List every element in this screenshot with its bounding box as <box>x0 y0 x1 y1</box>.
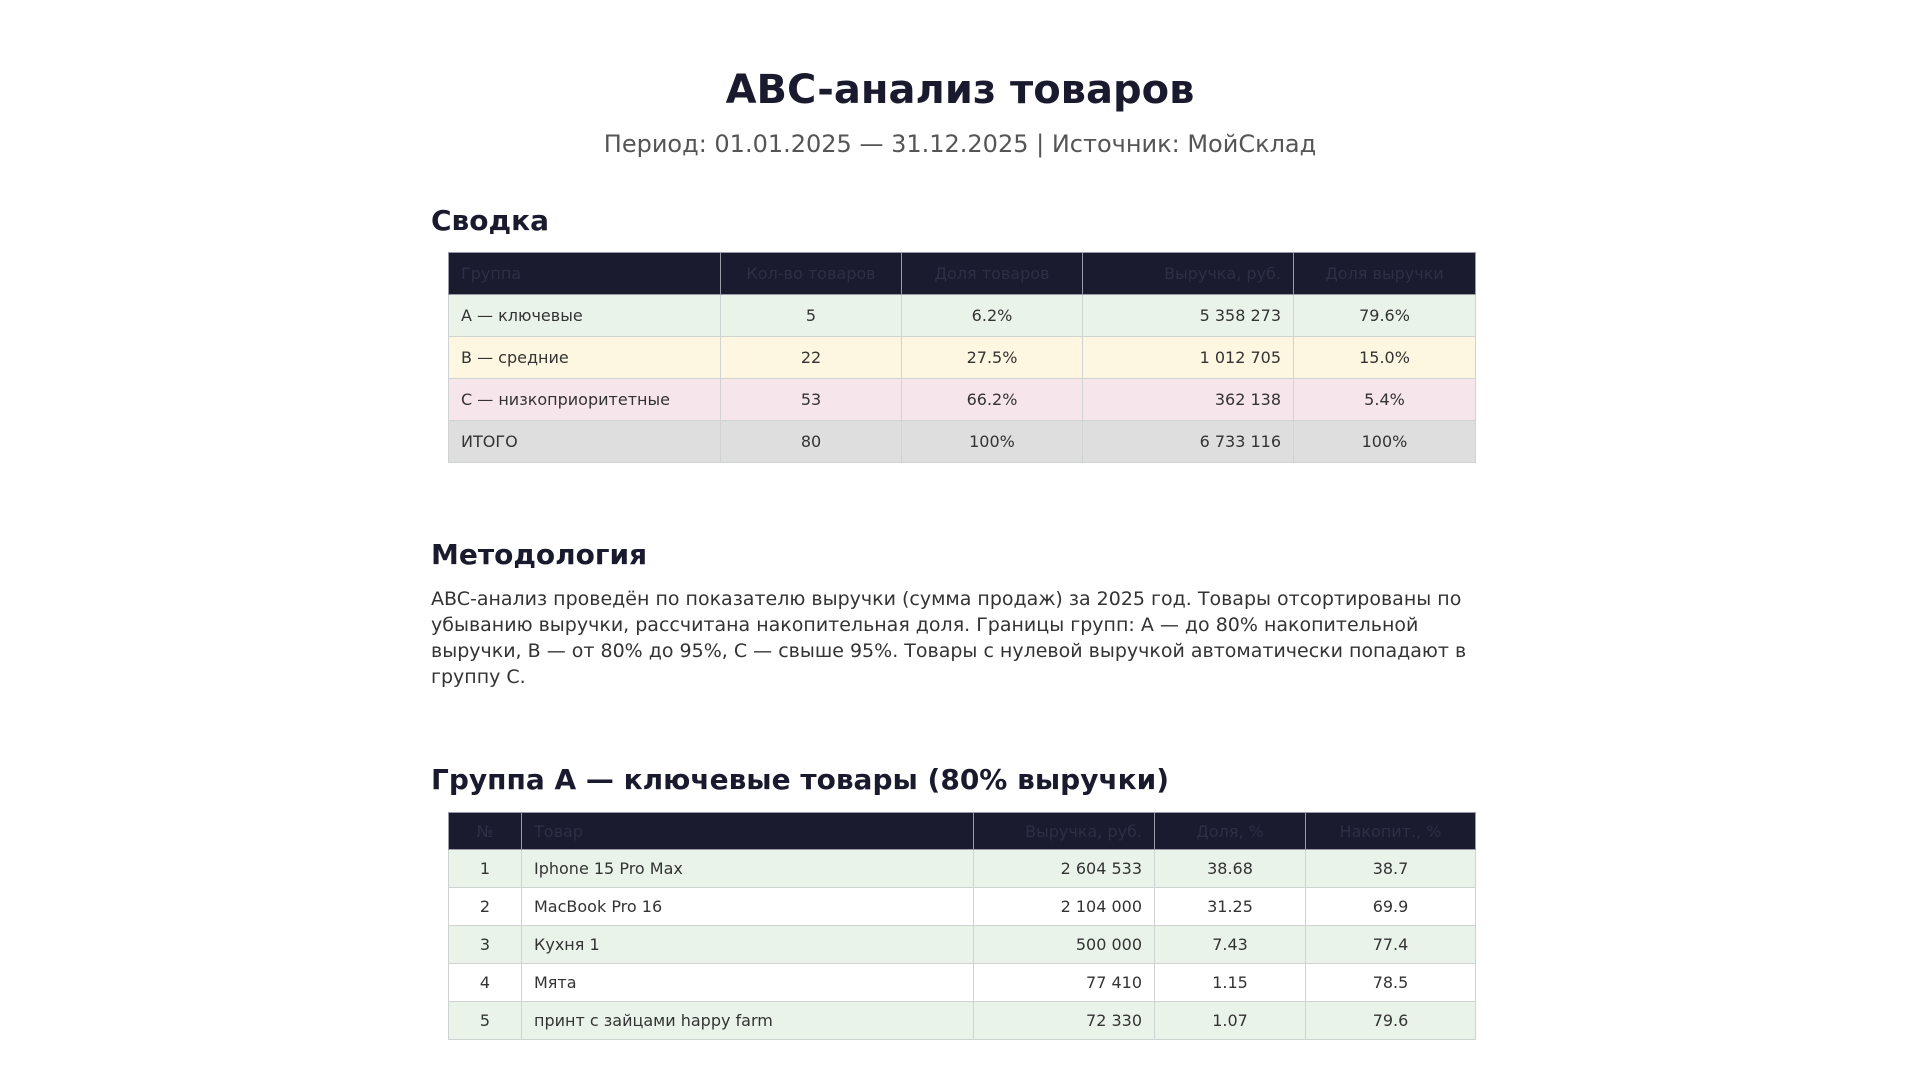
table-row <box>449 888 1476 926</box>
page-title: ABC-анализ товаров <box>725 67 1195 113</box>
table-row <box>449 850 1476 888</box>
summary-col-group: Группа <box>449 253 721 295</box>
summary-cell-revenue: 5 358 273 <box>1083 295 1294 337</box>
summary-cell-group: C — низкоприоритетные <box>449 379 721 421</box>
summary-table <box>448 252 1476 463</box>
summary-col-revenue: Выручка, руб. <box>1083 253 1294 295</box>
row-number: 5 <box>449 1002 522 1040</box>
summary-heading: Сводка <box>431 204 550 237</box>
methodology-heading: Методология <box>431 538 648 571</box>
table-row <box>449 964 1476 1002</box>
product-revenue: 77 410 <box>974 964 1155 1002</box>
summary-cell-count: 5 <box>721 295 902 337</box>
summary-row-a <box>449 295 1476 337</box>
summary-cell-share-items: 27.5% <box>902 337 1083 379</box>
product-share: 38.68 <box>1155 850 1306 888</box>
product-name: Iphone 15 Pro Max <box>522 850 974 888</box>
product-share: 31.25 <box>1155 888 1306 926</box>
summary-col-share-items: Доля товаров <box>902 253 1083 295</box>
summary-cell-share-revenue: 15.0% <box>1294 337 1476 379</box>
group-a-col-cumulative: Накопит., % <box>1306 813 1476 850</box>
product-revenue: 72 330 <box>974 1002 1155 1040</box>
product-share: 1.15 <box>1155 964 1306 1002</box>
product-name: Кухня 1 <box>522 926 974 964</box>
summary-row-c <box>449 379 1476 421</box>
group-a-table <box>448 812 1476 1040</box>
summary-row-total <box>449 421 1476 463</box>
summary-cell-revenue: 362 138 <box>1083 379 1294 421</box>
product-cumulative: 79.6 <box>1306 1002 1476 1040</box>
summary-cell-share-revenue: 79.6% <box>1294 295 1476 337</box>
product-cumulative: 38.7 <box>1306 850 1476 888</box>
row-number: 1 <box>449 850 522 888</box>
group-a-col-product: Товар <box>522 813 974 850</box>
product-share: 1.07 <box>1155 1002 1306 1040</box>
summary-cell-share-items: 66.2% <box>902 379 1083 421</box>
summary-cell-share-items: 100% <box>902 421 1083 463</box>
row-number: 3 <box>449 926 522 964</box>
summary-cell-count: 53 <box>721 379 902 421</box>
summary-cell-share-items: 6.2% <box>902 295 1083 337</box>
product-share: 7.43 <box>1155 926 1306 964</box>
summary-col-share-revenue: Доля выручки <box>1294 253 1476 295</box>
product-name: принт с зайцами happy farm <box>522 1002 974 1040</box>
product-revenue: 2 604 533 <box>974 850 1155 888</box>
group-a-col-number: № <box>449 813 522 850</box>
summary-cell-group: B — средние <box>449 337 721 379</box>
summary-cell-count: 80 <box>721 421 902 463</box>
table-row <box>449 926 1476 964</box>
summary-col-count: Кол-во товаров <box>721 253 902 295</box>
product-revenue: 2 104 000 <box>974 888 1155 926</box>
group-a-col-revenue: Выручка, руб. <box>974 813 1155 850</box>
summary-cell-revenue: 1 012 705 <box>1083 337 1294 379</box>
group-a-header-row <box>449 813 1476 850</box>
row-number: 4 <box>449 964 522 1002</box>
summary-cell-count: 22 <box>721 337 902 379</box>
summary-cell-group: ИТОГО <box>449 421 721 463</box>
group-a-col-share: Доля, % <box>1155 813 1306 850</box>
methodology-text: ABC-анализ проведён по показателю выручки (сумма продаж) за 2025 год. Товары отсортированы по убыванию выручки, рассчитана накопительная доля. Границы групп: A — до 80% накопительной выручки, B — от 80% до 95%, C — свыше 95%. Товары с нулевой выручкой автоматически попадают в группу C. <box>431 588 1467 688</box>
product-cumulative: 69.9 <box>1306 888 1476 926</box>
row-number: 2 <box>449 888 522 926</box>
summary-header-row <box>449 253 1476 295</box>
summary-cell-share-revenue: 5.4% <box>1294 379 1476 421</box>
summary-cell-revenue: 6 733 116 <box>1083 421 1294 463</box>
product-name: Мята <box>522 964 974 1002</box>
product-cumulative: 78.5 <box>1306 964 1476 1002</box>
summary-cell-share-revenue: 100% <box>1294 421 1476 463</box>
product-name: MacBook Pro 16 <box>522 888 974 926</box>
page-subtitle: Период: 01.01.2025 — 31.12.2025 | Источник: МойСклад <box>603 130 1317 158</box>
product-cumulative: 77.4 <box>1306 926 1476 964</box>
group-a-heading: Группа A — ключевые товары (80% выручки) <box>431 763 1170 796</box>
summary-row-b <box>449 337 1476 379</box>
product-revenue: 500 000 <box>974 926 1155 964</box>
table-row <box>449 1002 1476 1040</box>
summary-cell-group: A — ключевые <box>449 295 721 337</box>
